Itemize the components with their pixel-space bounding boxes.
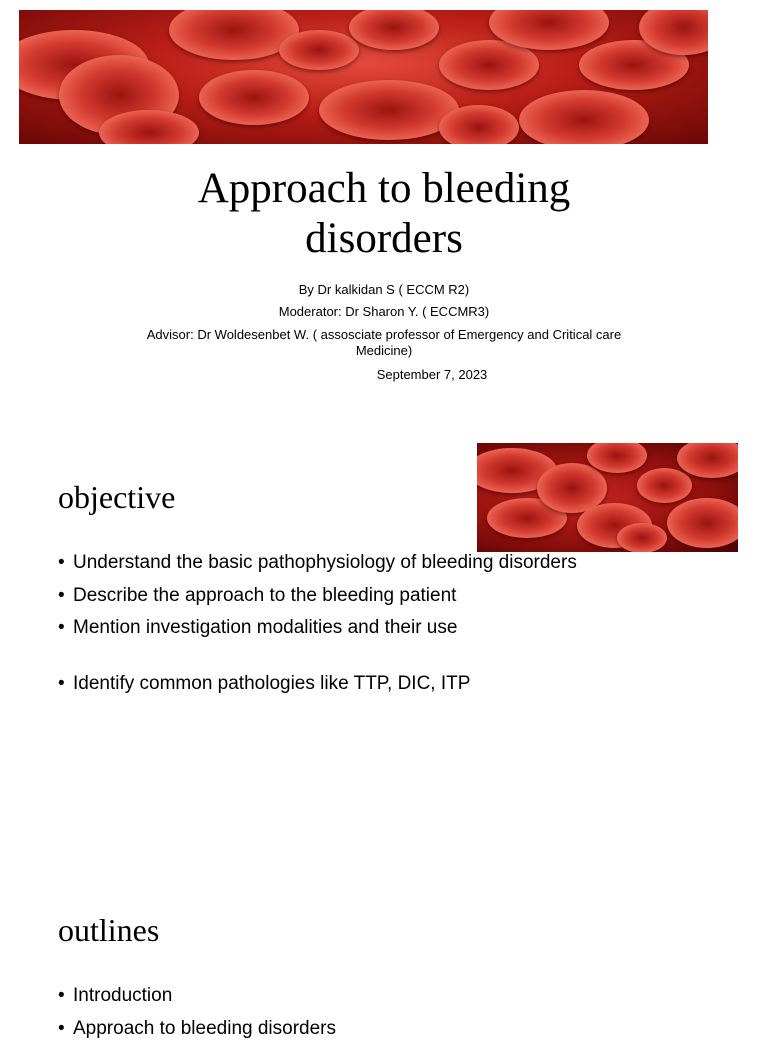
moderator-line: Moderator: Dr Sharon Y. ( ECCMR3) (278, 304, 490, 319)
red-blood-cells-banner-image (19, 10, 708, 144)
date-line: September 7, 2023 (376, 367, 488, 382)
red-blood-cells-image (477, 443, 738, 552)
advisor-line: Advisor: Dr Woldesenbet W. ( assosciate professor of Emergency and Critical care Medicine) (146, 327, 622, 358)
objective-heading: objective (58, 479, 176, 515)
outline-item: • Introduction (58, 984, 336, 1008)
outlines-list (58, 984, 336, 1049)
author-line: By Dr kalkidan S ( ECCM R2) (298, 282, 470, 297)
objective-item: • Mention investigation modalities and their use (58, 616, 577, 640)
outlines-heading: outlines (58, 912, 160, 948)
outline-item: • Approach to bleeding disorders (58, 1017, 336, 1041)
presentation-title: Approach to bleeding disorders (197, 165, 571, 262)
objective-item: • Understand the basic pathophysiology of bleeding disorders (58, 551, 577, 575)
objective-item: • Describe the approach to the bleeding patient (58, 584, 577, 608)
objective-list (58, 551, 577, 705)
objective-item: • Identify common pathologies like TTP, DIC, ITP (58, 672, 577, 696)
